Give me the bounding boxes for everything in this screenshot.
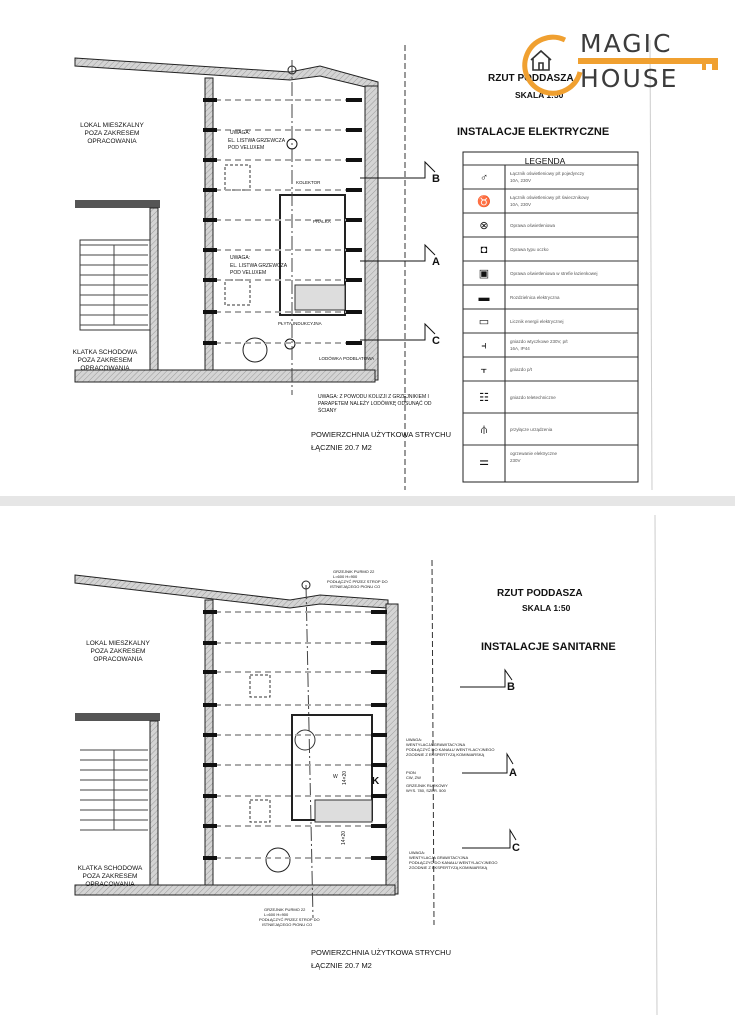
legend-title: LEGENDA [524, 156, 566, 166]
fixture-label: 14×20 [341, 830, 347, 845]
area-label: POWIERZCHNIA UŻYTKOWA STRYCHU [311, 948, 452, 957]
note: PODŁĄCZYĆ DO KANAŁU WENTYLACYJNEGO [409, 860, 498, 865]
rafter-end [203, 856, 217, 860]
note: POD VELUXEM [228, 145, 265, 151]
switch-single-icon: ♂ [479, 172, 489, 184]
bathroom-light-icon: ▣ [478, 268, 490, 280]
rafter-end [203, 341, 217, 345]
fixture-label: LODÓWKA PODBLATOWA [319, 356, 375, 361]
legend-item-text: gniazdo wtyczkowe 230V, p/t [510, 339, 568, 344]
fixture-label: PRALKA [313, 219, 331, 224]
rafter-end [203, 703, 217, 707]
sheet-title: RZUT PODDASZA [497, 588, 583, 599]
rafter-end [346, 310, 362, 314]
rafter-end [371, 824, 387, 828]
sheet-scale: SKALA 1:50 [522, 603, 571, 613]
wall-stair-side [150, 721, 158, 885]
section-marker-c: C [432, 335, 440, 347]
legend-item-text: Łącznik oświetleniowy p/t świecznikowy [510, 195, 590, 200]
rafter-end [346, 341, 362, 345]
room-label: POZA ZAKRESEM [90, 648, 146, 655]
note: WENTYLACJA GRAWITACYJNA [406, 742, 466, 747]
sheet-subtitle: INSTALACJE ELEKTRYCZNE [457, 126, 610, 138]
section-marker-b: B [432, 173, 440, 185]
fixture-label: K [372, 776, 380, 787]
sheet-scale: SKALA 1:50 [515, 90, 564, 100]
rafter-end [371, 794, 387, 798]
room-label: POZA ZAKRESEM [77, 357, 133, 364]
section-marker-c: C [512, 842, 520, 854]
fixture-label: KOLEKTOR [296, 180, 321, 185]
room-label: LOKAL MIESZKALNY [80, 122, 144, 129]
rafter-end [346, 248, 362, 252]
note: WENTYLACJA GRAWITACYJNA [409, 855, 469, 860]
legend-item-text: przyłącze urządzenia [510, 427, 553, 432]
room-label: KLATKA SCHODOWA [77, 865, 143, 872]
rafter-end [203, 824, 217, 828]
fixture-label: W [333, 774, 338, 780]
sheet-title: RZUT PODDASZA [488, 73, 574, 84]
rafter-end [203, 278, 217, 282]
logo-key-tooth [712, 58, 718, 70]
appliance-icon: ⫛ [480, 424, 488, 436]
logo-text-magic: MAGIC [580, 29, 673, 58]
note: UWAGA: [406, 737, 423, 742]
room-label: KLATKA SCHODOWA [72, 349, 138, 356]
rafter-end [346, 218, 362, 222]
legend-item-text: 10A, 230V [510, 178, 532, 183]
kitchen-counter [315, 800, 372, 822]
area-value: ŁĄCZNIE 20.7 M2 [311, 961, 372, 970]
note: PION [406, 770, 416, 775]
wall-stair [75, 200, 160, 208]
rafter-end [371, 733, 387, 737]
legend-item-text: 16A, IP44 [510, 346, 530, 351]
note: EL. LISTWA GRZEWCZA [230, 263, 288, 269]
rafter-end [203, 218, 217, 222]
area-value: ŁĄCZNIE 20.7 M2 [311, 443, 372, 452]
logo-text-house: HOUSE [580, 64, 679, 93]
note: GRZEJNIK RURKOWY [406, 783, 448, 788]
room-label: POZA ZAKRESEM [82, 873, 138, 880]
note: PODŁĄCZYĆ PRZEZ STROP DO [327, 579, 388, 584]
fixture-label: PŁYTA INDUKCYJNA [278, 321, 322, 326]
note: PODŁĄCZYĆ PRZEZ STROP DO [259, 917, 320, 922]
rafter-end [203, 794, 217, 798]
legend-item-text: Oprawa typu oczko [510, 247, 549, 252]
note: ISTNIEJĄCEGO PIONU CO [262, 922, 313, 927]
meter-icon: ▭ [478, 316, 490, 328]
legend-item-text: 10A, 230V [510, 202, 532, 207]
bottom-note: ŚCIANY [318, 408, 337, 414]
sheet-subtitle: INSTALACJE SANITARNE [481, 641, 616, 653]
section-marker-a: A [509, 767, 517, 779]
telecom-icon: ☷ [479, 392, 489, 404]
note: UWAGA: [230, 130, 251, 136]
rafter-end [371, 670, 387, 674]
room-label: POZA ZAKRESEM [84, 130, 140, 137]
note: UWAGA: [409, 850, 426, 855]
rafter-end [203, 310, 217, 314]
wall-right [386, 604, 398, 894]
heater-icon: ⚌ [479, 456, 489, 468]
wall-right [365, 86, 378, 380]
rafter-end [371, 610, 387, 614]
legend-item-text: 230V [510, 458, 521, 463]
bottom-note: UWAGA: Z POWODU KOLIZJI Z GRZEJNIKIEM I [318, 394, 429, 400]
bottom-note: PARAPETEM NALEŻY LODÓWKĘ ODSUNĄĆ OD [318, 401, 432, 407]
note: EL. LISTWA GRZEWCZA [228, 138, 286, 144]
room-label: OPRACOWANIA [85, 881, 135, 888]
rafter-end [203, 763, 217, 767]
rafter-end [346, 188, 362, 192]
fixture-label: 14×20 [342, 770, 348, 785]
rafter-end [203, 670, 217, 674]
kitchen-counter [295, 285, 345, 310]
legend-item-text: Licznik energii elektrycznej [510, 319, 564, 324]
rafter-end [203, 248, 217, 252]
rafter-end [203, 98, 217, 102]
note: WYS. 780, SZER. 500 [406, 788, 446, 793]
note: ZGODNIE Z EKSPERTYZĄ KOMINIARSKĄ [406, 752, 485, 757]
spot-light-icon: ◘ [480, 244, 488, 256]
note: ISTNIEJĄCEGO PIONU CO [330, 584, 381, 589]
wall-stair [75, 713, 160, 721]
sheet-divider [0, 496, 735, 506]
rafter-end [203, 733, 217, 737]
room-label: OPRACOWANIA [87, 138, 137, 145]
wall-inner [205, 78, 213, 370]
room-label: OPRACOWANIA [93, 656, 143, 663]
note: GRZEJNIK PURMO 22 [264, 907, 306, 912]
logo-key-tooth [702, 58, 706, 70]
rafter-end [203, 188, 217, 192]
room-label: LOKAL MIESZKALNY [86, 640, 150, 647]
rafter-end [346, 158, 362, 162]
rafter-end [203, 158, 217, 162]
note: GRZEJNIK PURMO 22 [333, 569, 375, 574]
room-label: OPRACOWANIA [80, 365, 130, 372]
rafter-end [346, 98, 362, 102]
note: ZGODNIE Z EKSPERTYZĄ KOMINIARSKĄ [409, 865, 488, 870]
rafter-end [371, 641, 387, 645]
socket-icon: ⫞ [481, 340, 487, 352]
switch-double-icon: ♉ [477, 196, 491, 208]
note: UWAGA: [230, 255, 251, 261]
distribution-board-icon: ▬ [478, 292, 490, 304]
section-marker-b: B [507, 681, 515, 693]
logo-tagline: BIURO NIERUCHOMOŚCI [582, 59, 652, 64]
rafter-end [371, 703, 387, 707]
note: PODŁĄCZYĆ DO KANAŁU WENTYLACYJNEGO [406, 747, 495, 752]
note: POD VELUXEM [230, 270, 267, 276]
area-label: POWIERZCHNIA UŻYTKOWA STRYCHU [311, 430, 452, 439]
socket-alt-icon: ⫟ [480, 364, 488, 376]
rafter-end [203, 128, 217, 132]
legend-item-text: ogrzewanie elektryczne [510, 451, 558, 456]
section-marker-a: A [432, 256, 440, 268]
legend-item-text: Oprawa oświetleniowa [510, 223, 556, 228]
legend-item-text: Łącznik oświetleniowy p/t pojedynczy [510, 171, 585, 176]
rafter-end [203, 641, 217, 645]
rafter-end [346, 128, 362, 132]
rafter-end [203, 610, 217, 614]
legend-item-text: gniazdo p/t [510, 367, 533, 372]
rafter-end [371, 763, 387, 767]
note: CW, ZW [406, 775, 421, 780]
ceiling-light-icon: ⊗ [479, 220, 489, 232]
note: L=600 H=900 [264, 912, 289, 917]
rafter-end [371, 856, 387, 860]
legend-item-text: Oprawa oświetleniowa w strefie łazienkowej [510, 271, 598, 276]
rafter-end [346, 278, 362, 282]
note: L=600 H=900 [333, 574, 358, 579]
legend-item-text: Rozdzielnica elektryczna [510, 295, 560, 300]
legend-item-text: gniazdo teletechniczne [510, 395, 556, 400]
wall-stair-side [150, 208, 158, 370]
